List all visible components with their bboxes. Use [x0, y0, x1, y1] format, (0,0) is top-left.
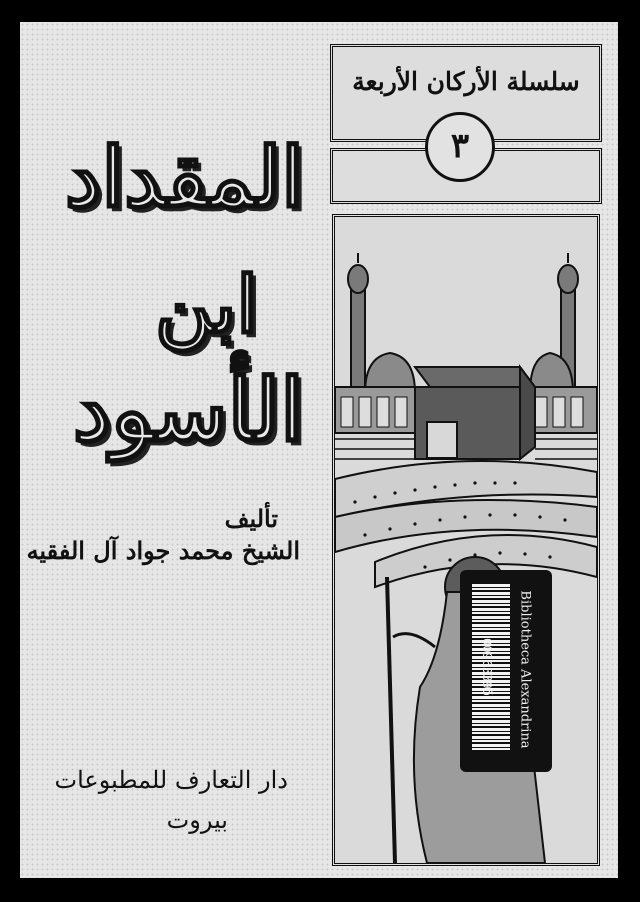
publisher-name: دار التعارف للمطبوعات [54, 766, 288, 794]
book-title-line-3: الأسود [72, 360, 304, 461]
book-title-line-1: المقداد [65, 130, 304, 226]
series-number: ٣ [425, 112, 495, 182]
publisher-city: بيروت [166, 806, 228, 834]
book-title-line-2: ابن [155, 260, 258, 351]
library-name: Bibliotheca Alexandrina [517, 590, 533, 749]
author-label: تأليف [224, 504, 278, 533]
barcode-number: 0096339б [480, 638, 494, 696]
library-barcode-sticker [460, 570, 552, 772]
left-minaret [348, 253, 368, 395]
series-title: سلسلة الأركان الأربعة [352, 67, 580, 96]
book-cover [20, 22, 618, 878]
author-name: الشيخ محمد جواد آل الفقيه [26, 536, 300, 565]
